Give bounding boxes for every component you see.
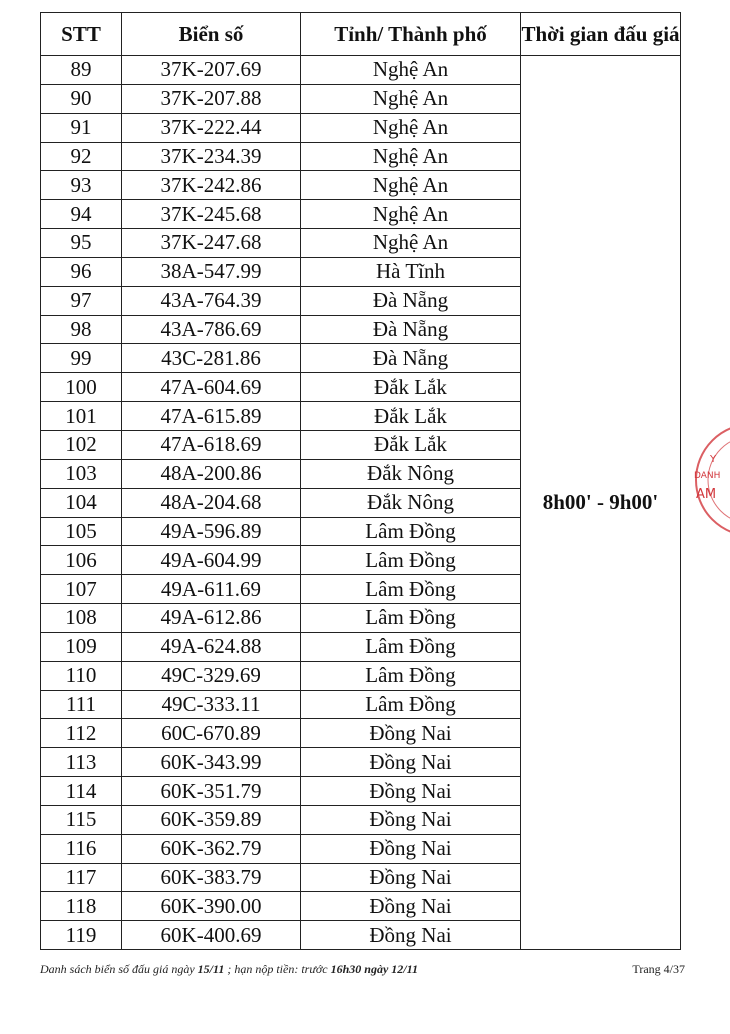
cell-plate: 43A-786.69 — [122, 315, 301, 344]
cell-stt: 110 — [41, 661, 122, 690]
cell-stt: 104 — [41, 488, 122, 517]
svg-text:Y: Y — [710, 454, 717, 465]
header-province: Tỉnh/ Thành phố — [301, 13, 521, 56]
cell-province: Đắk Nông — [301, 488, 521, 517]
cell-stt: 102 — [41, 430, 122, 459]
cell-plate: 37K-245.68 — [122, 200, 301, 229]
cell-plate: 37K-242.86 — [122, 171, 301, 200]
cell-plate: 37K-207.88 — [122, 84, 301, 113]
cell-province: Đồng Nai — [301, 805, 521, 834]
cell-province: Nghệ An — [301, 113, 521, 142]
cell-province: Lâm Đồng — [301, 690, 521, 719]
cell-plate: 37K-222.44 — [122, 113, 301, 142]
cell-plate: 60K-359.89 — [122, 805, 301, 834]
cell-province: Đồng Nai — [301, 921, 521, 950]
cell-province: Đồng Nai — [301, 777, 521, 806]
cell-province: Đà Nẵng — [301, 344, 521, 373]
cell-plate: 60K-343.99 — [122, 748, 301, 777]
cell-stt: 114 — [41, 777, 122, 806]
cell-stt: 118 — [41, 892, 122, 921]
cell-stt: 119 — [41, 921, 122, 950]
cell-stt: 97 — [41, 286, 122, 315]
cell-plate: 60K-362.79 — [122, 834, 301, 863]
svg-text:AM: AM — [696, 487, 717, 502]
cell-stt: 107 — [41, 575, 122, 604]
cell-province: Nghệ An — [301, 84, 521, 113]
cell-plate: 49C-333.11 — [122, 690, 301, 719]
cell-province: Nghệ An — [301, 171, 521, 200]
cell-province: Nghệ An — [301, 229, 521, 258]
page-number: Trang 4/37 — [632, 962, 685, 976]
header-auction-time: Thời gian đấu giá — [521, 13, 681, 56]
cell-plate: 47A-615.89 — [122, 402, 301, 431]
cell-province: Lâm Đồng — [301, 575, 521, 604]
cell-plate: 43C-281.86 — [122, 344, 301, 373]
cell-province: Lâm Đồng — [301, 661, 521, 690]
header-plate: Biển số — [122, 13, 301, 56]
cell-province: Đồng Nai — [301, 863, 521, 892]
cell-province: Lâm Đồng — [301, 517, 521, 546]
cell-province: Hà Tĩnh — [301, 257, 521, 286]
cell-plate: 60K-351.79 — [122, 777, 301, 806]
cell-stt: 105 — [41, 517, 122, 546]
cell-stt: 90 — [41, 84, 122, 113]
cell-stt: 100 — [41, 373, 122, 402]
cell-province: Nghệ An — [301, 142, 521, 171]
cell-stt: 111 — [41, 690, 122, 719]
cell-stt: 103 — [41, 459, 122, 488]
cell-province: Đồng Nai — [301, 748, 521, 777]
cell-plate: 47A-604.69 — [122, 373, 301, 402]
cell-province: Đà Nẵng — [301, 315, 521, 344]
cell-plate: 60C-670.89 — [122, 719, 301, 748]
page-footer — [40, 962, 685, 980]
cell-stt: 91 — [41, 113, 122, 142]
cell-stt: 95 — [41, 229, 122, 258]
cell-stt: 96 — [41, 257, 122, 286]
cell-plate: 48A-200.86 — [122, 459, 301, 488]
header-stt: STT — [41, 13, 122, 56]
cell-auction-time: 8h00' - 9h00' — [521, 56, 681, 950]
cell-stt: 94 — [41, 200, 122, 229]
cell-plate: 49A-611.69 — [122, 575, 301, 604]
cell-stt: 117 — [41, 863, 122, 892]
cell-plate: 37K-207.69 — [122, 56, 301, 85]
cell-province: Đồng Nai — [301, 892, 521, 921]
cell-plate: 48A-204.68 — [122, 488, 301, 517]
cell-province: Đắk Lắk — [301, 430, 521, 459]
cell-plate: 37K-247.68 — [122, 229, 301, 258]
table-header-row — [41, 13, 681, 56]
cell-stt: 108 — [41, 604, 122, 633]
cell-plate: 49A-624.88 — [122, 632, 301, 661]
cell-plate: 60K-390.00 — [122, 892, 301, 921]
cell-stt: 113 — [41, 748, 122, 777]
cell-province: Lâm Đồng — [301, 546, 521, 575]
cell-province: Đồng Nai — [301, 719, 521, 748]
footer-note: Danh sách biển số đấu giá ngày 15/11 ; hạn nộp tiền: trước 16h30 ngày 12/11 — [40, 962, 418, 976]
cell-plate: 38A-547.99 — [122, 257, 301, 286]
cell-stt: 92 — [41, 142, 122, 171]
cell-stt: 101 — [41, 402, 122, 431]
cell-stt: 93 — [41, 171, 122, 200]
cell-plate: 60K-400.69 — [122, 921, 301, 950]
cell-plate: 49C-329.69 — [122, 661, 301, 690]
svg-text:DANH: DANH — [694, 471, 721, 481]
cell-stt: 98 — [41, 315, 122, 344]
cell-plate: 49A-612.86 — [122, 604, 301, 633]
cell-province: Lâm Đồng — [301, 632, 521, 661]
cell-province: Đắk Lắk — [301, 373, 521, 402]
cell-stt: 89 — [41, 56, 122, 85]
cell-stt: 106 — [41, 546, 122, 575]
cell-province: Đồng Nai — [301, 834, 521, 863]
cell-stt: 99 — [41, 344, 122, 373]
cell-plate: 47A-618.69 — [122, 430, 301, 459]
red-seal-stamp — [690, 410, 730, 550]
plates-table — [40, 12, 681, 950]
cell-plate: 49A-596.89 — [122, 517, 301, 546]
cell-stt: 112 — [41, 719, 122, 748]
cell-stt: 116 — [41, 834, 122, 863]
cell-province: Nghệ An — [301, 56, 521, 85]
cell-stt: 109 — [41, 632, 122, 661]
cell-plate: 37K-234.39 — [122, 142, 301, 171]
cell-province: Lâm Đồng — [301, 604, 521, 633]
cell-stt: 115 — [41, 805, 122, 834]
cell-province: Đắk Lắk — [301, 402, 521, 431]
cell-plate: 60K-383.79 — [122, 863, 301, 892]
cell-province: Đắk Nông — [301, 459, 521, 488]
cell-plate: 49A-604.99 — [122, 546, 301, 575]
cell-province: Nghệ An — [301, 200, 521, 229]
table-row — [41, 56, 681, 85]
cell-province: Đà Nẵng — [301, 286, 521, 315]
cell-plate: 43A-764.39 — [122, 286, 301, 315]
